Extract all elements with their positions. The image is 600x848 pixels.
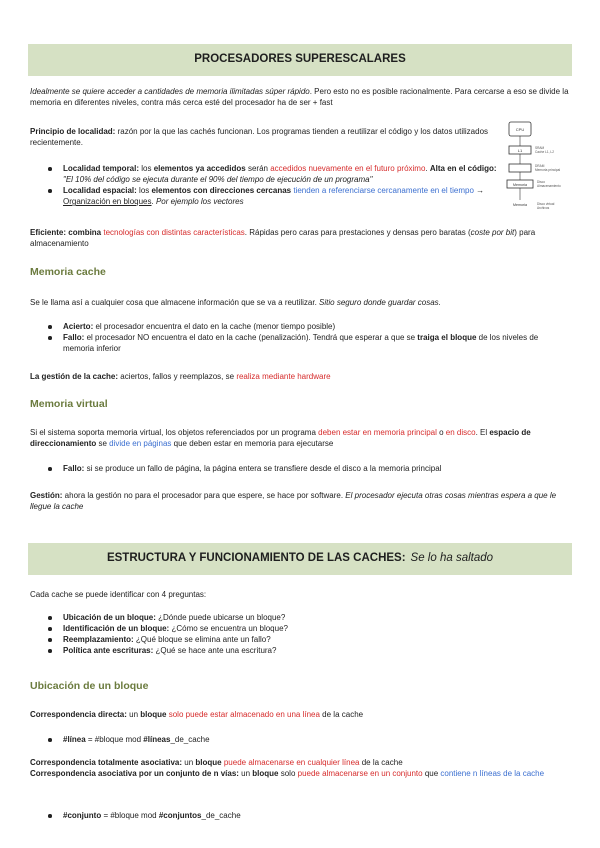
section-banner-procesadores xyxy=(28,44,572,76)
bold-text: traiga el bloque xyxy=(417,333,477,343)
bold-text: elementos con direcciones cercanas xyxy=(151,186,292,196)
label: Acierto: xyxy=(63,322,94,331)
label: Ubicación de un bloque: xyxy=(63,613,156,622)
text: o xyxy=(436,428,446,437)
text: si se produce un fallo de página, la página entera se transfiere desde el disco a la memoria principal xyxy=(84,464,442,473)
localidad-list xyxy=(30,163,498,207)
highlight-blue: contiene n líneas de la cache xyxy=(440,769,545,778)
label: Eficiente: xyxy=(30,228,67,237)
label: Gestión: xyxy=(30,491,63,500)
gestion-cache xyxy=(30,371,570,382)
label: Correspondencia asociativa por un conjunto de n vías: xyxy=(30,769,239,778)
banner-title: PROCESADORES SUPERESCALARES xyxy=(194,53,406,66)
correspondencia-directa xyxy=(30,709,570,720)
fig-top: CPU xyxy=(515,127,525,132)
fig-lbl3: Disco xyxy=(537,180,545,184)
text: ¿Qué bloque se elimina ante un fallo? xyxy=(133,635,271,645)
text: Si el sistema soporta memoria virtual, los objetos referenciados por un programa xyxy=(30,428,319,437)
highlight-red: solo puede estar almacenado en una línea xyxy=(168,710,320,719)
text: . El xyxy=(475,428,490,437)
heading-memoria-cache: Memoria cache xyxy=(30,266,106,278)
fig-lbl2: DRAM xyxy=(535,164,545,168)
fig-lbl2b: Memoria principal xyxy=(535,168,561,172)
bold-text: elementos ya accedidos xyxy=(153,164,246,173)
principio-localidad xyxy=(30,126,498,148)
list-item-fallo xyxy=(30,332,570,354)
eficiente-paragraph xyxy=(30,227,570,249)
arrow: → xyxy=(473,186,485,196)
text: _de_cache xyxy=(201,811,241,820)
label: Correspondencia directa: xyxy=(30,710,127,719)
label: Localidad temporal: xyxy=(63,164,140,173)
text: que deben estar en memoria para ejecutarse xyxy=(171,439,334,449)
text: solo xyxy=(278,769,298,778)
list-item-localidad-temporal xyxy=(30,163,498,185)
formula-linea-list xyxy=(30,734,570,745)
text: el procesador NO encuentra el dato en la cache (penalización). Tendrá que esperar a que se xyxy=(84,333,418,343)
virtual-paragraph xyxy=(30,427,570,449)
memory-hierarchy-diagram xyxy=(505,120,573,216)
text: un xyxy=(182,758,196,767)
banner-note: Se lo ha saltado xyxy=(410,552,494,565)
principio-text: razón por la que las cachés funcionan. Los programas tienden a reutilizar el código y los datos utilizados recientemente. xyxy=(30,127,489,148)
label: Correspondencia totalmente asociativa: xyxy=(30,758,183,767)
quote: "El 10% del código se ejecuta durante el 90% del tiempo de ejecución de un programa" xyxy=(63,175,373,185)
highlight-red: puede almacenarse en un conjunto xyxy=(297,769,423,778)
italic-text: coste por bit xyxy=(470,228,515,237)
section-banner-estructura xyxy=(28,543,572,575)
text: ¿Dónde puede ubicarse un bloque? xyxy=(155,613,286,622)
list-item-formula-conjunto xyxy=(30,810,570,821)
bold-text: #línea xyxy=(63,735,86,744)
cada-cache-text: Cada cache se puede identificar con 4 preguntas: xyxy=(30,590,207,599)
bold-text: #conjuntos xyxy=(158,811,202,820)
banner-title: ESTRUCTURA Y FUNCIONAMIENTO DE LAS CACHES: xyxy=(106,552,406,565)
label: Identificación de un bloque: xyxy=(63,624,170,634)
text: = #bloque mod xyxy=(85,735,144,744)
text: ) para almacenamiento xyxy=(30,228,536,249)
label: Reemplazamiento: xyxy=(63,635,134,645)
list-item-formula-linea xyxy=(30,734,570,745)
bold-text: Alta en el código: xyxy=(429,164,497,173)
text: . xyxy=(425,164,430,173)
bold-text: bloque xyxy=(140,710,167,719)
highlight-red: en disco xyxy=(445,428,476,437)
list-item-pregunta xyxy=(30,612,570,623)
text: aciertos, fallos y reemplazos, se xyxy=(118,372,237,381)
list-item-pregunta xyxy=(30,634,570,645)
underline-text: Organización en bloques xyxy=(63,197,152,207)
text: de la cache xyxy=(359,758,403,767)
highlight-blue: divide en páginas xyxy=(109,439,172,449)
fig-box3: Memoria xyxy=(513,183,527,187)
fig-lbl4: Disco virtual xyxy=(537,202,555,206)
bold-text: bloque xyxy=(252,769,279,778)
list-item-pregunta xyxy=(30,645,570,656)
text: Se le llama así a cualquier cosa que almacene información que se va a reutilizar. xyxy=(30,298,320,307)
text: el procesador encuentra el dato en la cache (menor tiempo posible) xyxy=(93,322,336,331)
text: de la cache xyxy=(319,710,364,719)
text: . xyxy=(151,197,156,207)
bold-text: bloque xyxy=(195,758,222,767)
text: los xyxy=(136,186,152,196)
highlight-red: accedidos nuevamente en el futuro próximo xyxy=(270,164,426,173)
fig-lbl1b: Cache L1, L2 xyxy=(535,150,554,154)
label: La gestión de la cache: xyxy=(30,372,119,381)
correspondencia-n-vias xyxy=(30,768,570,779)
preguntas-list xyxy=(30,612,570,656)
text: ¿Cómo se encuentra un bloque? xyxy=(169,624,288,634)
text: serán xyxy=(245,164,271,173)
text: de los niveles de memoria inferior xyxy=(63,333,539,354)
formula-conjunto-list xyxy=(30,810,570,821)
heading-ubicacion-bloque: Ubicación de un bloque xyxy=(30,680,149,692)
list-item-acierto xyxy=(30,321,570,332)
fig-lbl3b: Almacenamiento xyxy=(537,184,561,188)
text: un xyxy=(126,710,141,719)
fig-bottom: Memoria xyxy=(513,203,527,207)
label: Fallo: xyxy=(63,333,85,343)
list-item-fallo-pagina xyxy=(30,463,570,474)
italic-text: Sitio seguro donde guardar cosas. xyxy=(319,298,441,307)
cache-list xyxy=(30,321,570,354)
highlight-red: tecnologías con distintas características xyxy=(103,228,245,237)
virtual-list xyxy=(30,463,570,474)
dram-box xyxy=(509,164,531,172)
bold-text: espacio de direccionamiento xyxy=(30,428,531,449)
text: ahora la gestión no para el procesador para que espere, se hace por software. xyxy=(62,491,346,500)
bold-text: combina xyxy=(66,228,104,237)
text: _de_cache xyxy=(170,735,210,744)
text: se xyxy=(96,439,110,449)
heading-memoria-virtual: Memoria virtual xyxy=(30,398,108,410)
text: ¿Qué se hace ante una escritura? xyxy=(153,646,277,656)
highlight-red: deben estar en memoria principal xyxy=(318,428,437,437)
text: que xyxy=(422,769,441,778)
fig-lbl1: SRAM xyxy=(535,146,545,150)
text: = #bloque mod xyxy=(101,811,159,820)
highlight-red: puede almacenarse en cualquier línea xyxy=(223,758,360,767)
list-item-localidad-espacial xyxy=(30,185,498,207)
label: Fallo: xyxy=(63,464,85,473)
intro-paragraph xyxy=(30,86,570,108)
italic-text: El procesador ejecuta otras cosas mientras espera a que le llegue la cache xyxy=(30,491,557,512)
highlight-blue: tienden a referenciarse cercanamente en el tiempo xyxy=(293,186,474,196)
fig-box2: L1 xyxy=(517,148,523,153)
intro-italic: Idealmente se quiere acceder a cantidades de memoria ilimitadas súper rápido xyxy=(30,87,310,96)
bold-text: #conjunto xyxy=(63,811,102,820)
gestion-paragraph xyxy=(30,490,570,512)
italic-text: Por ejemplo los vectores xyxy=(155,197,244,207)
text: un xyxy=(238,769,253,778)
text: . Rápidas pero caras para prestaciones y densas pero baratas ( xyxy=(244,228,471,237)
label: Política ante escrituras: xyxy=(63,646,154,656)
highlight-red: realiza mediante hardware xyxy=(236,372,331,381)
principio-label: Principio de localidad: xyxy=(30,127,116,136)
intro-text: . Pero esto no es posible racionalmente. Para cercarse a eso se divide la memoria en diferentes niveles, contra más cerca esté del procesador ha de ser + fast xyxy=(30,87,569,108)
text: los xyxy=(139,164,154,173)
list-item-pregunta xyxy=(30,623,570,634)
cache-intro xyxy=(30,297,570,308)
bold-text: #líneas xyxy=(143,735,171,744)
fig-lbl4b: Archivos xyxy=(537,206,550,210)
correspondencia-total xyxy=(30,757,570,768)
label: Localidad espacial: xyxy=(63,186,137,196)
